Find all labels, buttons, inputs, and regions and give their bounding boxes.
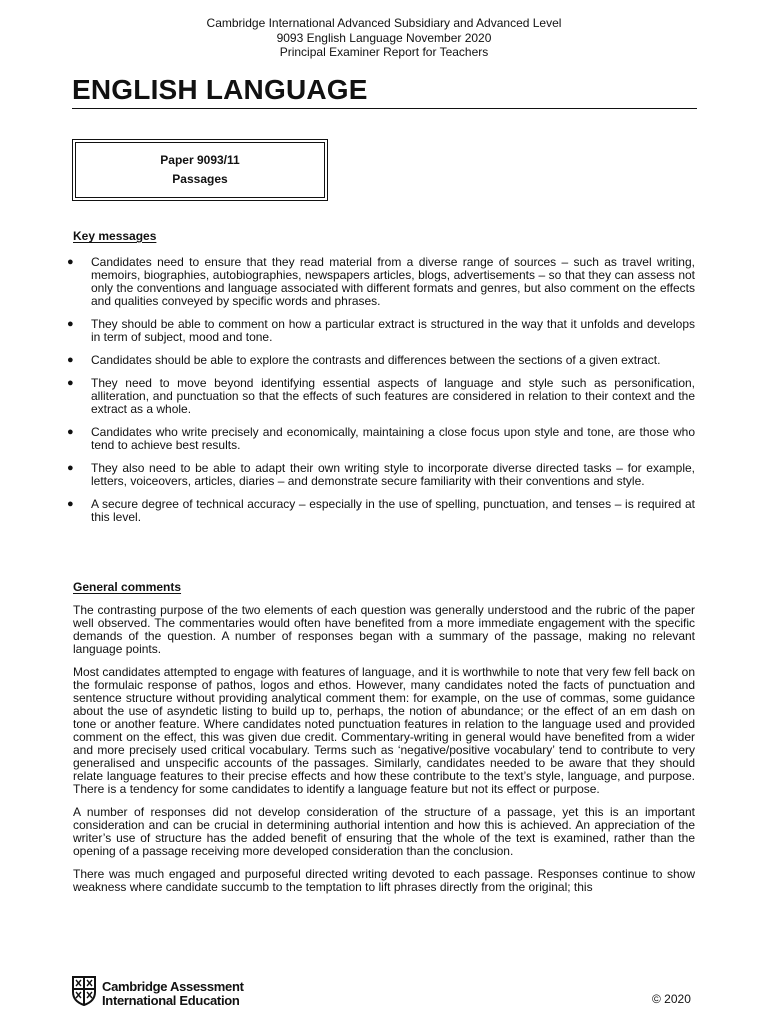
list-item [67, 498, 695, 524]
list-item-text: Candidates who write precisely and economically, maintaining a close focus upon style and tone, are those who tend to achieve best results. [91, 425, 695, 452]
bullet-icon: ● [67, 318, 74, 330]
crest-icon [72, 976, 96, 1011]
subject-title: ENGLISH LANGUAGE [72, 74, 697, 109]
report-header [0, 16, 768, 60]
paper-box [72, 139, 328, 201]
header-line-syllabus: 9093 English Language November 2020 [276, 30, 492, 45]
logo-line-2: International Education [102, 992, 240, 1008]
list-item-text: Candidates need to ensure that they read material from a diverse range of sources – such as travel writing, memoirs, biographies, autobiographies, newspapers articles, blogs, advertisements – so that they can assess not only the conventions and language associated with different formats and genres, but also comment on the effects and qualities conveyed by specific words and phrases. [91, 255, 695, 308]
list-item-text: They need to move beyond identifying essential aspects of language and style such as personification, alliteration, and punctuation so that the effects of such features are considered in relation to their context and the extract as a whole. [91, 376, 695, 416]
paragraph: The contrasting purpose of the two elements of each question was generally understood and the rubric of the paper well observed. The commentaries would often have benefited from a more immediate engagement with the specific demands of the question. A number of responses began with a summary of the passage, making no relevant language points. [73, 603, 695, 656]
list-item [67, 377, 695, 416]
paragraph: Most candidates attempted to engage with features of language, and it is worthwhile to note that very few fell back on the formulaic response of pathos, logos and ethos. However, many candidates noted the facts of punctuation and sentence structure without providing analytical comment them: for example, on the use of commas, some guidance about the use of asyndetic listing to build up to, perhaps, the notion of abundance; or the effect of an em dash on tone or another feature. Where candidates noted punctuation features in relation to the language used and provided comment on the effect, this was given due credit. Commentary-writing in general would have benefited from a wider and more precisely used critical vocabulary. Terms such as ‘negative/positive vocabulary’ tend to contribute to very generalised and unspecific accounts of the passages. Similarly, candidates needed to be aware that they should relate language features to their precise effects and how these contribute to the text’s style, language, and purpose. There is a tendency for some candidates to identify a language feature but not its effect or purpose. [73, 665, 695, 796]
bullet-icon: ● [67, 462, 74, 474]
list-item-text: They should be able to comment on how a particular extract is structured in the way that it unfolds and develops in term of subject, mood and tone. [91, 317, 695, 344]
list-item-text: Candidates should be able to explore the contrasts and differences between the sections of a given extract. [91, 353, 661, 367]
logo-text [102, 980, 244, 1008]
key-messages-list [67, 256, 695, 534]
paragraph: There was much engaged and purposeful directed writing devoted to each passage. Responses continue to show weakness where candidate succumb to the temptation to lift phrases directly from the original; this [73, 867, 695, 894]
paper-box-inner [75, 142, 325, 198]
copyright-notice: © 2020 [652, 992, 691, 1006]
paper-code: Paper 9093/11 [160, 153, 240, 167]
header-line-qualification: Cambridge International Advanced Subsidiary and Advanced Level [206, 16, 562, 30]
logo-line-1: Cambridge Assessment [102, 978, 244, 994]
paper-name: Passages [172, 172, 228, 186]
list-item-text: A secure degree of technical accuracy – especially in the use of spelling, punctuation, and tenses – is required at this level. [91, 497, 695, 524]
list-item [67, 354, 695, 367]
bullet-icon: ● [67, 354, 74, 366]
list-item [67, 318, 695, 344]
general-comments-heading: General comments [73, 580, 182, 594]
key-messages-heading: Key messages [73, 229, 157, 243]
cambridge-logo [72, 976, 244, 1011]
paragraph: A number of responses did not develop consideration of the structure of a passage, yet this is an important consideration and can be crucial in determining authorial intention and how this is achieved. An appreciation of the writer’s use of structure has the added benefit of ensuring that the whole of the text is examined, rather than the opening of a passage receiving more developed consideration than the conclusion. [73, 805, 695, 858]
general-comments-body [73, 604, 695, 904]
list-item-text: They also need to be able to adapt their own writing style to incorporate diverse directed tasks – for example, letters, voiceovers, articles, diaries – and demonstrate secure familiarity with their conventions and style. [91, 461, 695, 488]
bullet-icon: ● [67, 256, 74, 268]
bullet-icon: ● [67, 377, 74, 389]
list-item [67, 426, 695, 452]
bullet-icon: ● [67, 498, 74, 510]
header-line-report-type: Principal Examiner Report for Teachers [279, 45, 489, 59]
bullet-icon: ● [67, 426, 74, 438]
list-item [67, 462, 695, 488]
list-item [67, 256, 695, 308]
